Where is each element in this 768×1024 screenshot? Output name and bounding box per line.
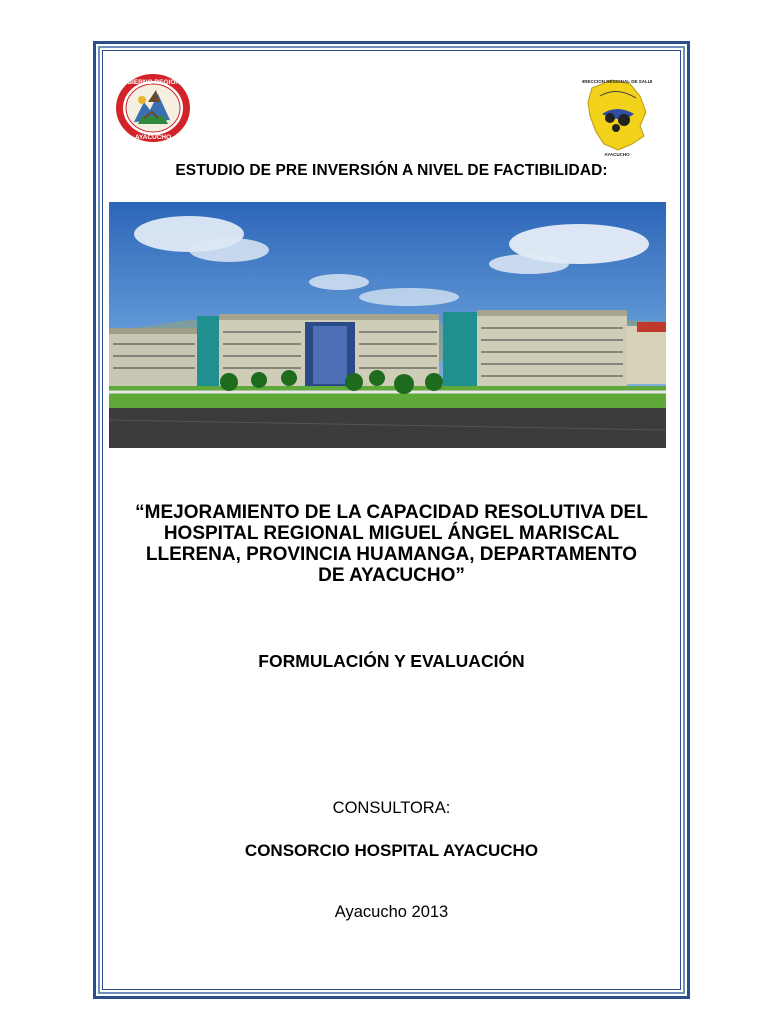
seal-icon [114, 72, 192, 144]
gobierno-regional-logo [114, 72, 192, 144]
section-title: FORMULACIÓN Y EVALUACIÓN [258, 651, 525, 671]
health-emblem-icon [582, 74, 652, 158]
project-title: “MEJORAMIENTO DE LA CAPACIDAD RESOLUTIVA DEL HOSPITAL REGIONAL MIGUEL ÁNGEL MARISCAL LLERENA, PROVINCIA HUAMANGA, DEPARTAMENTO DE AYACUCHO” [135, 502, 648, 586]
study-subtitle: ESTUDIO DE PRE INVERSIÓN A NIVEL DE FACTIBILIDAD: [175, 162, 608, 179]
svg-text:GOBIERNO REGIONAL: GOBIERNO REGIONAL [117, 79, 189, 86]
svg-text:DIRECCION REGIONAL DE SALUD: DIRECCION REGIONAL DE SALUD [582, 79, 652, 84]
hospital-rendering-image [109, 202, 666, 448]
direccion-regional-salud-logo [582, 74, 652, 158]
consultant-label: CONSULTORA: [332, 799, 451, 817]
consultant-name: CONSORCIO HOSPITAL AYACUCHO [244, 841, 539, 860]
svg-text:AYACUCHO: AYACUCHO [134, 134, 172, 141]
place-and-year: Ayacucho 2013 [334, 903, 449, 921]
svg-text:AYACUCHO: AYACUCHO [604, 152, 630, 157]
